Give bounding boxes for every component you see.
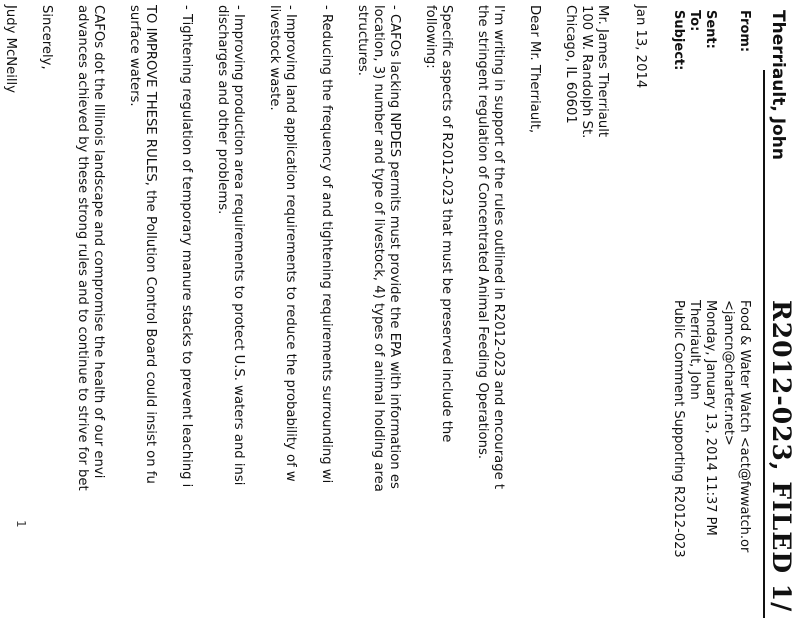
from-value-email: <jamcn@charter.net> — [721, 300, 736, 446]
bullet-3-line-1: - Improving land application requirements to reduce the probability of w — [283, 5, 298, 482]
paragraph-2-line-1: Specific aspects of R2012-023 that must be preserved include the — [439, 5, 454, 443]
from-value: Food & Water Watch <act@fwwatch.or — [737, 300, 752, 553]
paragraph-1-line-2: the stringent regulation of Concentrated Animal Feeding Operations. — [475, 5, 490, 460]
paragraph-4-line-1: CAFOs dot the Illinois landscape and compromise the health of our envi — [91, 5, 106, 479]
paragraph-4-line-2: advances achieved by these strong rules and to continue to strive for bet — [75, 5, 90, 491]
bullet-2: - Reducing the frequency of and tightening requirements surrounding wi — [319, 5, 334, 484]
address-line-2: 100 W. Randolph St. — [579, 5, 594, 139]
paragraph-3-line-1: TO IMPROVE THESE RULES, the Pollution Control Board could insist on fu — [143, 5, 158, 484]
from-label: From: — [737, 10, 752, 53]
bullet-5: - Tightening regulation of temporary manure stacks to prevent leaching i — [179, 5, 194, 488]
paragraph-3-line-2: surface waters. — [127, 5, 142, 107]
bullet-1-line-2: location, 3) number and type of livestock, 4) types of animal holding area — [371, 5, 386, 492]
closing: Sincerely, — [39, 5, 54, 70]
address-line-3: Chicago, IL 60601 — [563, 5, 578, 124]
to-value: Therriault, John — [687, 300, 702, 400]
paragraph-1-line-1: I'm writing in support of the rules outlined in R2012-023 and encourage t — [491, 5, 506, 490]
sent-value: Monday, January 13, 2014 11:37 PM — [703, 300, 718, 536]
header-divider — [763, 70, 765, 618]
bullet-1-line-1: - CAFOs lacking NPDES permits must provide the EPA with information es — [387, 5, 402, 489]
filing-stamp: R2012-023, FILED 1/ — [767, 300, 796, 613]
subject-label: Subject: — [671, 10, 686, 71]
signature-name: Judy McNeilly — [3, 5, 18, 94]
bullet-1-line-3: structures. — [355, 5, 370, 76]
bullet-3-line-2: livestock waste. — [267, 5, 282, 111]
page-mark: 1 — [14, 520, 28, 528]
bullet-4-line-2: discharges and other problems. — [215, 5, 230, 215]
subject-value: Public Comment Supporting R2012-023 — [671, 300, 686, 558]
sender-name: Therriault, John — [768, 10, 788, 160]
to-label: To: — [687, 10, 702, 32]
bullet-4-line-1: - Improving production area requirements to protect U.S. waters and insi — [231, 5, 246, 486]
sent-label: Sent: — [703, 10, 718, 49]
greeting: Dear Mr. Therriault, — [527, 5, 542, 134]
paragraph-2-line-2: following: — [423, 5, 438, 69]
address-line-1: Mr. James Therriault — [595, 5, 610, 138]
letter-date: Jan 13, 2014 — [633, 5, 648, 89]
